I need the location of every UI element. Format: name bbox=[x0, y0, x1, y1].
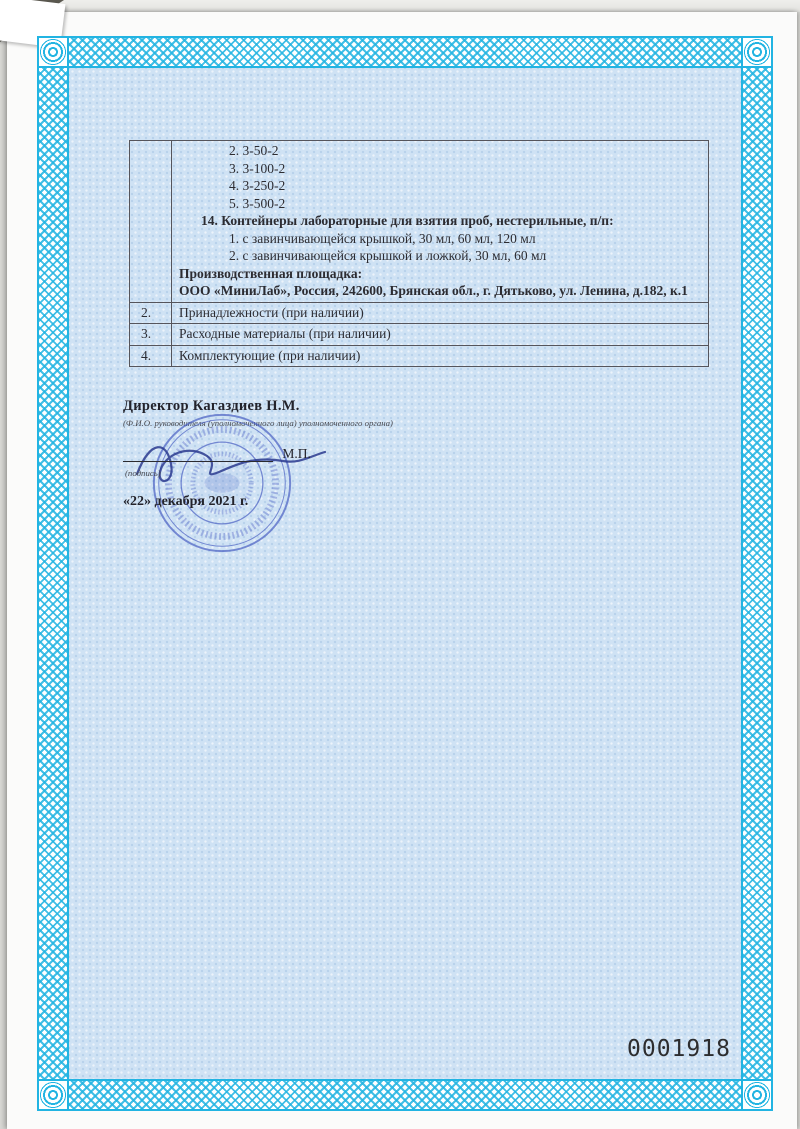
border-band-bottom bbox=[37, 1079, 773, 1111]
row-content-cell: Расходные материалы (при наличии) bbox=[172, 324, 709, 346]
row-number-cell: 2. bbox=[130, 302, 172, 324]
table-row bbox=[130, 302, 709, 324]
table-row bbox=[130, 345, 709, 367]
registration-items-table bbox=[129, 140, 709, 367]
border-corner-rosette bbox=[741, 36, 773, 68]
production-site-label: Производственная площадка: bbox=[179, 265, 363, 281]
serial-number: 0001918 bbox=[627, 1036, 731, 1062]
size-item: 5. 3-500-2 bbox=[229, 195, 286, 211]
table-row bbox=[130, 324, 709, 346]
certificate-sheet bbox=[7, 12, 797, 1129]
item-14-subitem: 1. с завинчивающейся крышкой, 30 мл, 60 мл, 120 мл bbox=[229, 230, 536, 246]
item-14-label: 14. Контейнеры лабораторные для взятия проб, нестерильные, п/п: bbox=[201, 213, 614, 228]
signature-line bbox=[123, 448, 273, 462]
row-number-cell: 3. bbox=[130, 324, 172, 346]
border-corner-rosette bbox=[37, 36, 69, 68]
row-content-cell: Комплектующие (при наличии) bbox=[172, 345, 709, 367]
row-number-cell bbox=[130, 141, 172, 303]
production-site-value: ООО «МиниЛаб», Россия, 242600, Брянская обл., г. Дятьково, ул. Ленина, д.182, к.1 bbox=[179, 283, 688, 298]
director-caption: (Ф.И.О. руководителя (уполномоченного лица) уполномоченного органа) bbox=[123, 418, 393, 428]
size-item: 3. 3-100-2 bbox=[229, 160, 286, 176]
mp-label: М.П. bbox=[282, 446, 311, 461]
signature-caption: (подпись) bbox=[125, 468, 161, 478]
item-14-subitem: 2. с завинчивающейся крышкой и ложкой, 30 мл, 60 мл bbox=[229, 248, 547, 263]
certificate-field bbox=[69, 68, 741, 1079]
size-item: 4. 3-250-2 bbox=[229, 178, 286, 193]
border-corner-rosette bbox=[37, 1079, 69, 1111]
director-name-line: Директор Кагаздиев Н.М. bbox=[123, 398, 300, 414]
border-band-top bbox=[37, 36, 773, 68]
signature-line-row bbox=[123, 446, 363, 462]
row-content-cell bbox=[172, 141, 709, 303]
border-band-left bbox=[37, 36, 69, 1111]
table-row-main bbox=[130, 141, 709, 303]
border-band-right bbox=[741, 36, 773, 1111]
scan-edge-artifact bbox=[0, 0, 800, 12]
document-date: «22» декабря 2021 г. bbox=[123, 494, 249, 509]
size-item: 2. 3-50-2 bbox=[229, 143, 279, 158]
row-content-cell: Принадлежности (при наличии) bbox=[172, 302, 709, 324]
border-corner-rosette bbox=[741, 1079, 773, 1111]
row-number-cell: 4. bbox=[130, 345, 172, 367]
